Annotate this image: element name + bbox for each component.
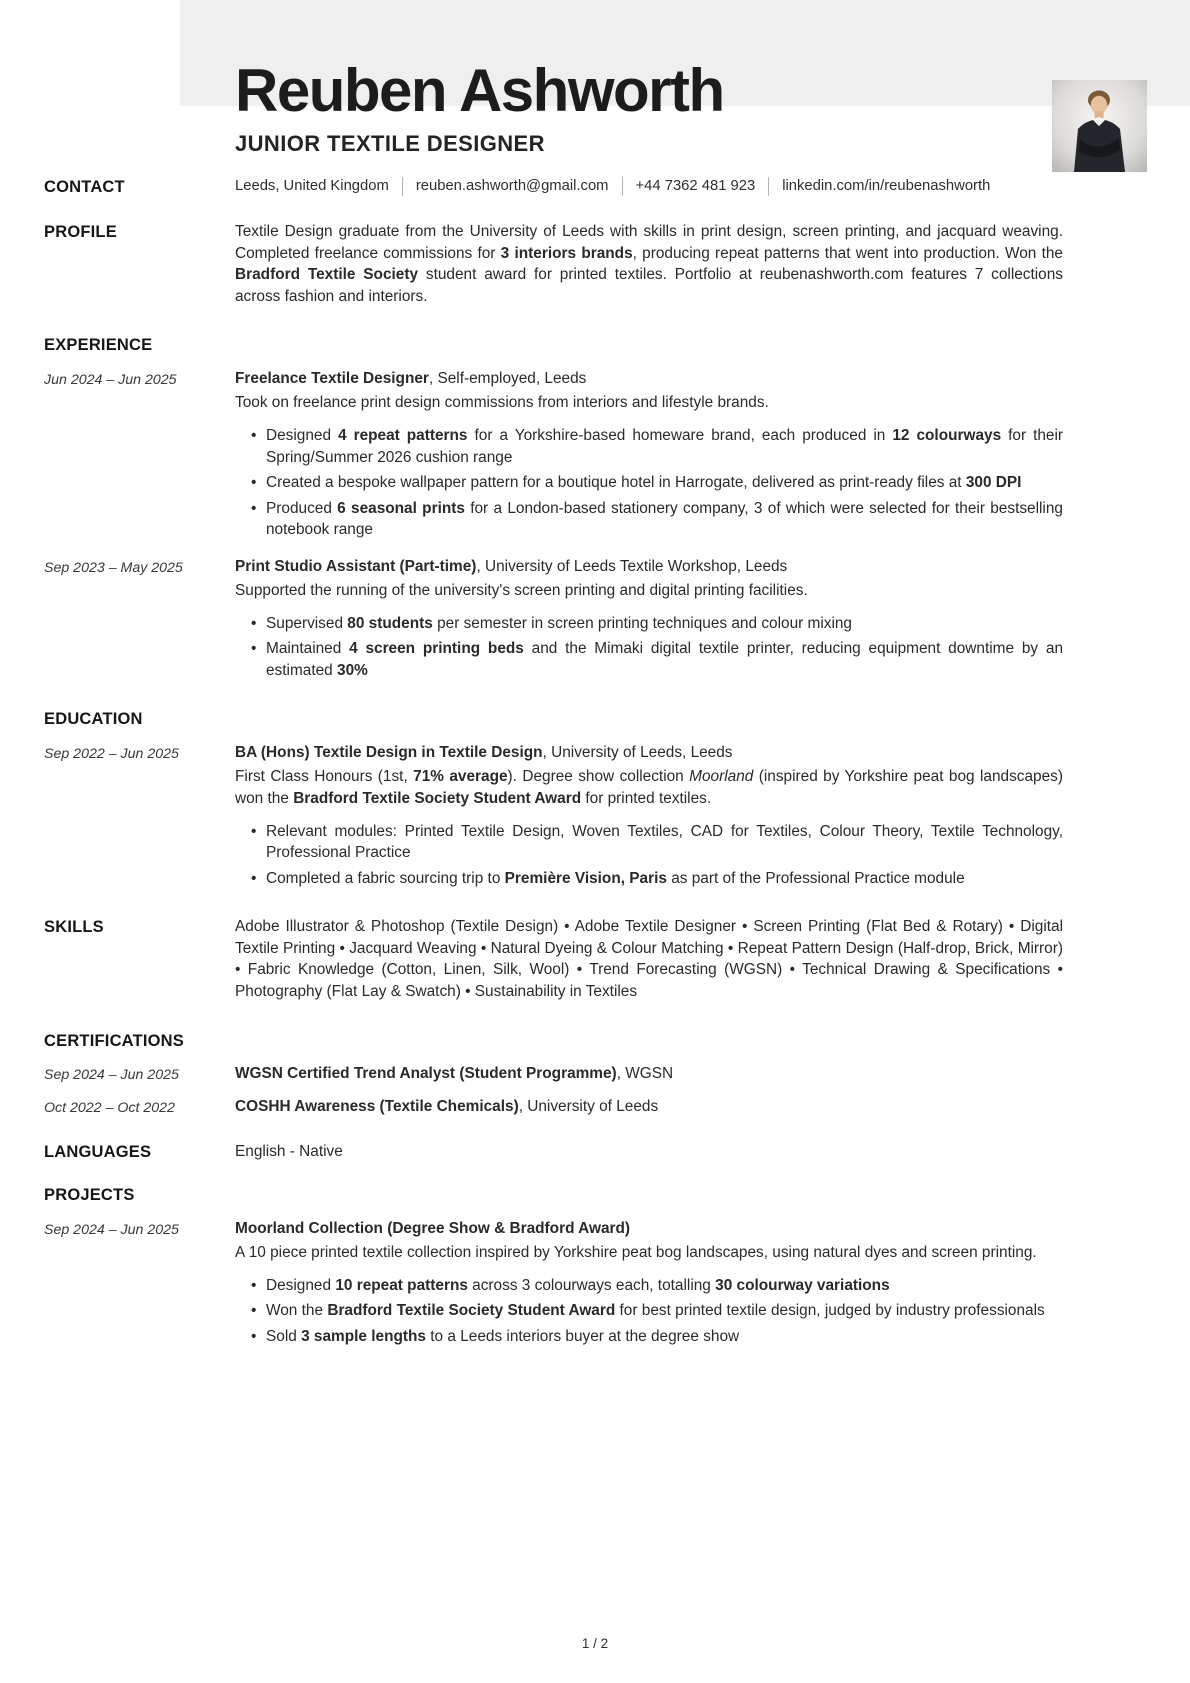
entry-summary: First Class Honours (1st, 71% average). Degree show collection Moorland (inspired by Yorkshire peat bog landscapes) won the Bradford Textile Society Student Award for printed textiles.: [235, 768, 1063, 807]
section-languages: [44, 1141, 1063, 1163]
contact-linkedin: linkedin.com/in/reubenashworth: [782, 178, 991, 194]
profile-photo: [1052, 80, 1147, 172]
bullet-item: • Maintained 4 screen printing beds and the Mimaki digital textile printer, reducing equipment downtime by an estimated 30%: [235, 638, 1063, 681]
entry-summary: A 10 piece printed textile collection inspired by Yorkshire peat bog landscapes, using natural dyes and screen printing.: [235, 1244, 1037, 1262]
entry-title: WGSN Certified Trend Analyst (Student Programme), WGSN: [235, 1064, 674, 1082]
projects-label: PROJECTS: [44, 1186, 135, 1205]
contact-phone: +44 7362 481 923: [635, 178, 756, 194]
entry-summary: Took on freelance print design commissions from interiors and lifestyle brands.: [235, 394, 769, 412]
bullet-list: [235, 1275, 1063, 1348]
bullet-list: [235, 425, 1063, 541]
entry-date: Sep 2024 – Jun 2025: [44, 1066, 179, 1083]
entry-date: Jun 2024 – Jun 2025: [44, 372, 177, 389]
page-number: 1 / 2: [581, 1636, 609, 1651]
section-experience-header: [44, 334, 1063, 355]
languages-text: English - Native: [235, 1142, 343, 1160]
section-profile: [44, 221, 1063, 307]
bullet-item: • Sold 3 sample lengths to a Leeds interiors buyer at the degree show: [235, 1326, 1063, 1348]
entry-title: Moorland Collection (Degree Show & Bradford Award): [235, 1220, 631, 1238]
experience-label: EXPERIENCE: [44, 336, 153, 355]
entry-date: Sep 2022 – Jun 2025: [44, 746, 179, 763]
portrait-image: [1052, 80, 1147, 172]
contact-separator: [622, 177, 623, 196]
bullet-item: • Won the Bradford Textile Society Student Award for best printed textile design, judged by industry professionals: [235, 1300, 1063, 1322]
contact-location: Leeds, United Kingdom: [235, 178, 389, 194]
languages-label: LANGUAGES: [44, 1142, 152, 1161]
bullet-item: • Created a bespoke wallpaper pattern for a boutique hotel in Harrogate, delivered as print-ready files at 300 DPI: [235, 472, 1063, 494]
bullet-item: • Completed a fabric sourcing trip to Première Vision, Paris as part of the Professional Practice module: [235, 868, 1063, 890]
bullet-list: [235, 613, 1063, 682]
entry-date: Oct 2022 – Oct 2022: [44, 1099, 175, 1116]
section-skills: [44, 916, 1063, 1002]
profile-label: PROFILE: [44, 223, 117, 241]
contact-line: [235, 176, 1063, 196]
section-projects-header: [44, 1184, 1063, 1205]
bullet-item: • Supervised 80 students per semester in screen printing techniques and colour mixing: [235, 613, 1063, 635]
contact-separator: [768, 177, 769, 196]
entry-title: Freelance Textile Designer, Self-employed, Leeds: [235, 370, 587, 388]
person-name: Reuben Ashworth: [235, 57, 724, 124]
certification-entry: [44, 1096, 1063, 1119]
entry-summary: Supported the running of the university's screen printing and digital printing facilities.: [235, 581, 808, 599]
certifications-label: CERTIFICATIONS: [44, 1031, 184, 1050]
bullet-item: • Relevant modules: Printed Textile Design, Woven Textiles, CAD for Textiles, Colour Theory, Textile Technology, Professional Practice: [235, 821, 1063, 864]
bullet-list: [235, 821, 1063, 890]
entry-date: Sep 2024 – Jun 2025: [44, 1222, 179, 1239]
section-contact: [44, 176, 1063, 197]
section-education-header: [44, 708, 1063, 729]
section-certifications-header: [44, 1030, 1063, 1051]
contact-email: reuben.ashworth@gmail.com: [415, 178, 609, 194]
job-title: JUNIOR TEXTILE DESIGNER: [235, 131, 545, 156]
education-label: EDUCATION: [44, 710, 143, 729]
contact-label: CONTACT: [44, 178, 125, 196]
skills-text: Adobe Illustrator & Photoshop (Textile Design) • Adobe Textile Designer • Screen Printing (Flat Bed & Rotary) • Digital Textile Printing • Jacquard Weaving • Natural Dyeing & Colour Matching • Repeat Pattern Design (Half-drop, Brick, Mirror) • Fabric Knowledge (Cotton, Linen, Silk, Wool) • Trend Forecasting (WGSN) • Technical Drawing & Specifications • Photography (Flat Lay & Swatch) • Sustainability in Textiles: [235, 918, 1063, 1001]
contact-separator: [402, 177, 403, 196]
experience-entry: [44, 556, 1063, 681]
experience-entry: [44, 368, 1063, 541]
entry-title: BA (Hons) Textile Design in Textile Design, University of Leeds, Leeds: [235, 744, 733, 762]
certification-entry: [44, 1063, 1063, 1086]
skills-label: SKILLS: [44, 918, 104, 937]
bullet-item: • Designed 10 repeat patterns across 3 colourways each, totalling 30 colourway variations: [235, 1275, 1063, 1297]
entry-title: COSHH Awareness (Textile Chemicals), University of Leeds: [235, 1097, 659, 1115]
profile-text: Textile Design graduate from the University of Leeds with skills in print design, screen printing, and jacquard weaving. Completed freelance commissions for 3 interiors brands, producing repeat patterns that went into production. Won the Bradford Textile Society student award for printed textiles. Portfolio at reubenashworth.com features 7 collections across fashion and interiors.: [235, 223, 1063, 305]
bullet-item: • Designed 4 repeat patterns for a Yorkshire-based homeware brand, each produced in 12 colourways for their Spring/Summer 2026 cushion range: [235, 425, 1063, 468]
entry-title: Print Studio Assistant (Part-time), University of Leeds Textile Workshop, Leeds: [235, 557, 788, 575]
project-entry: [44, 1218, 1063, 1347]
entry-date: Sep 2023 – May 2025: [44, 559, 183, 576]
education-entry: [44, 742, 1063, 889]
resume-body: [44, 176, 1063, 1348]
bullet-item: • Produced 6 seasonal prints for a London-based stationery company, 3 of which were selected for their bestselling notebook range: [235, 498, 1063, 541]
